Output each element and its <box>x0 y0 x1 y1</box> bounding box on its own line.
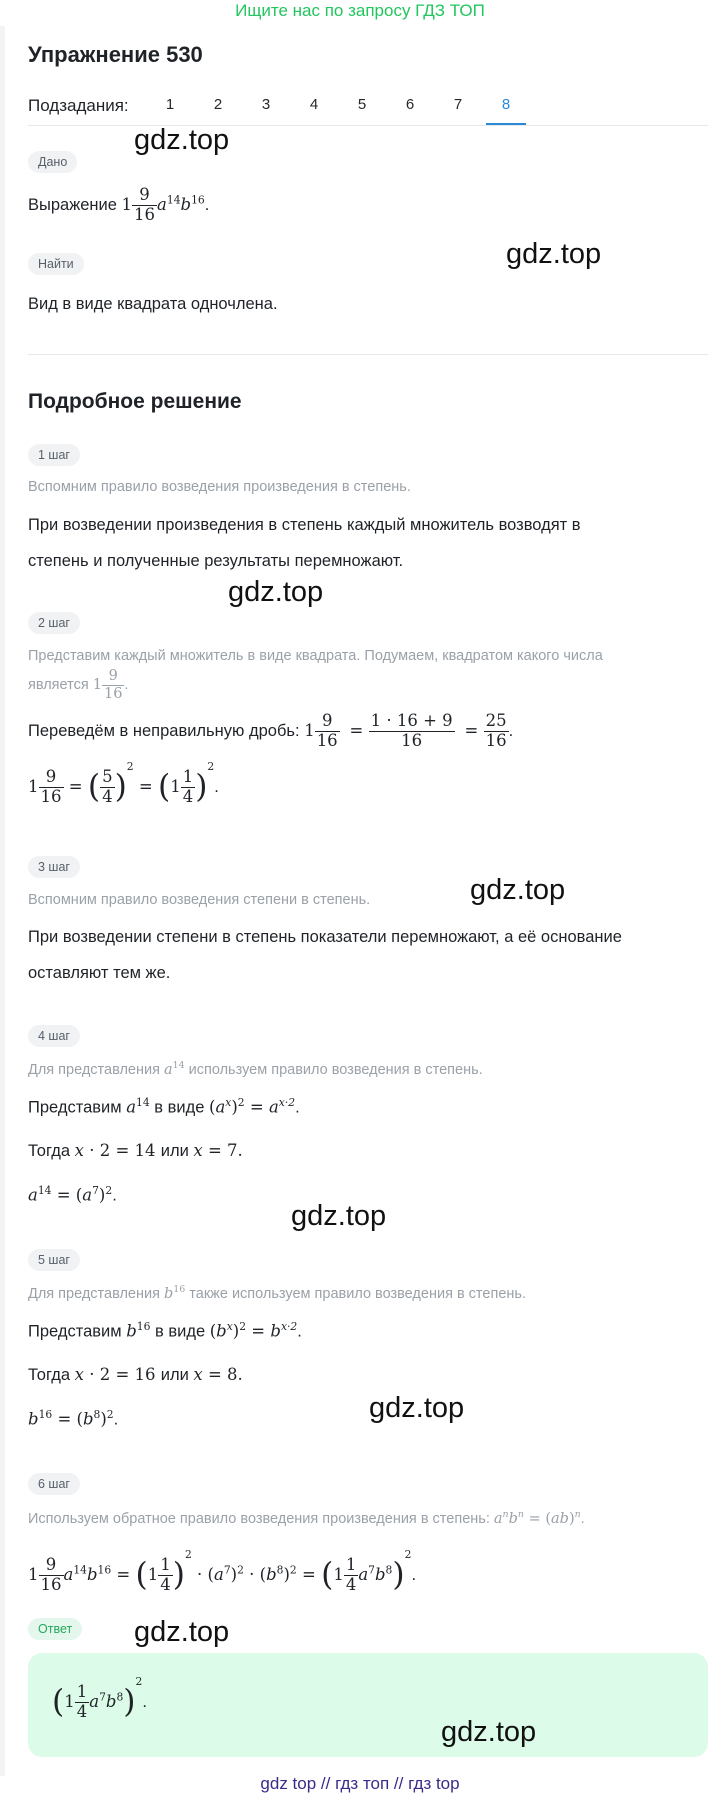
step5-in-form: в виде <box>155 1322 206 1341</box>
step3-hint: Вспомним правило возведения степени в степень. <box>28 892 371 908</box>
step4-badge: 4 шаг <box>28 1025 80 1047</box>
step2-hint2: является 1 $\frac{9}{16}$ . <box>28 668 129 702</box>
step4-then: Тогда <box>28 1142 71 1160</box>
tabs-divider <box>28 125 708 126</box>
step2-hint2-label: является <box>28 677 89 693</box>
step4-in-form: в виде <box>154 1098 205 1117</box>
top-banner: Ищите нас по запросу ГДЗ ТОП <box>235 1 485 20</box>
watermark: gdz.top <box>291 1200 387 1232</box>
step4-line2: Тогда x · 2 = 14 или x = 7. <box>28 1141 243 1160</box>
step2-text: Переведём в неправильную дробь: <box>28 721 300 740</box>
step1-badge: 1 шаг <box>28 444 80 466</box>
step4-hint-pre: Для представления <box>28 1061 160 1078</box>
step5-hint-post: также используем правило возведения в степень. <box>189 1285 526 1302</box>
step3-line1: При возведении степени в степень показатели перемножают, а её основание <box>28 928 622 946</box>
step5-badge: 5 шаг <box>28 1249 80 1271</box>
tab-3[interactable]: 3 <box>261 96 271 113</box>
watermark: gdz.top <box>506 238 602 270</box>
watermark: gdz.top <box>441 1716 537 1748</box>
tab-5[interactable]: 5 <box>357 96 367 113</box>
footer-links[interactable]: gdz top // гдз топ // гдз top <box>260 1774 460 1793</box>
step4-represent: Представим <box>28 1098 122 1117</box>
step5-or: или <box>160 1366 189 1384</box>
step5-line2: Тогда x · 2 = 16 или x = 8. <box>28 1365 243 1384</box>
step1-hint: Вспомним правило возведения произведения в степень. <box>28 479 411 495</box>
given-text <box>28 186 209 225</box>
left-rule <box>0 26 5 1776</box>
step4-or: или <box>160 1142 189 1160</box>
step6-badge: 6 шаг <box>28 1473 80 1495</box>
step6-hint: Используем обратное правило возведения произведения в степень: $a^nb^n = (ab)^n$. <box>28 1509 585 1527</box>
step4-line1: Представим $a^{14}$ в виде $(a^x)^2 = a^{x\cdot 2}$. <box>28 1096 300 1117</box>
answer-badge: Ответ <box>28 1618 82 1640</box>
subtasks-label: Подзадания: <box>28 96 129 115</box>
watermark: gdz.top <box>134 124 230 156</box>
step2-badge: 2 шаг <box>28 612 80 634</box>
section-divider <box>28 354 708 355</box>
step5-represent: Представим <box>28 1322 122 1341</box>
step4-hint: Для представления $a^{14}$ используем правило возведения в степень. <box>28 1060 483 1078</box>
step5-hint-pre: Для представления <box>28 1285 160 1302</box>
watermark: gdz.top <box>134 1616 230 1648</box>
tab-1[interactable]: 1 <box>165 96 175 113</box>
watermark: gdz.top <box>228 576 324 608</box>
tab-7[interactable]: 7 <box>453 96 463 113</box>
step3-badge: 3 шаг <box>28 856 80 878</box>
step1-line1: При возведении произведения в степень каждый множитель возводят в <box>28 516 581 534</box>
step5-then: Тогда <box>28 1366 71 1384</box>
find-badge: Найти <box>28 253 84 275</box>
answer-formula: (1 $\frac{1}{4}$ $a^7b^8)^2$. <box>52 1675 147 1722</box>
watermark: gdz.top <box>470 874 566 906</box>
tab-8[interactable]: 8 <box>501 96 511 113</box>
step6-formula: 1 $\frac{9}{16}$ $a^{14}b^{16} = (1$ $\frac{1}{4}$ )$^2 \cdot (a^7)^2 \cdot (b^8)^2 = (1$ $\frac{1}{4}$ $a^7b^8)^2$. <box>28 1548 417 1595</box>
step2-conversion: Переведём в неправильную дробь: 1 $\frac{9}{16}$ = $\frac{1 \cdot 16 + 9}{16}$ = $\frac{25}{16}$ . <box>28 711 514 750</box>
step5-line1: Представим $b^{16}$ в виде $(b^x)^2 = b^{x\cdot 2}$. <box>28 1320 302 1341</box>
step6-hint-text: Используем обратное правило возведения произведения в степень: <box>28 1510 490 1527</box>
given-label: Выражение <box>28 195 117 214</box>
step5-line3: $b^{16} = (b^8)^2$. <box>28 1408 119 1429</box>
given-expression: 1 $\frac{9}{16}$ $a^{14}b^{16}$. <box>121 185 210 224</box>
answer-box <box>28 1653 708 1757</box>
page-title: Упражнение 530 <box>28 42 203 67</box>
step5-hint: Для представления $b^{16}$ также используем правило возведения в степень. <box>28 1284 526 1302</box>
watermark: gdz.top <box>369 1392 465 1424</box>
step4-hint-post: используем правило возведения в степень. <box>188 1061 483 1078</box>
step2-hint: Представим каждый множитель в виде квадрата. Подумаем, квадратом какого числа <box>28 648 603 664</box>
tab-4[interactable]: 4 <box>309 96 319 113</box>
step2-formula: 1 $\frac{9}{16}$ = ( $\frac{5}{4}$ )$^2$ = (1 $\frac{1}{4}$ )$^2$. <box>28 760 219 807</box>
find-text: Вид в виде квадрата одночлена. <box>28 295 278 313</box>
solution-title: Подробное решение <box>28 390 242 413</box>
given-badge: Дано <box>28 151 77 173</box>
tab-6[interactable]: 6 <box>405 96 415 113</box>
step3-line2: оставляют тем же. <box>28 964 171 982</box>
step1-line2: степень и полученные результаты перемножают. <box>28 552 404 570</box>
tab-2[interactable]: 2 <box>213 96 223 113</box>
step4-line3: $a^{14} = (a^7)^2$. <box>28 1184 117 1205</box>
